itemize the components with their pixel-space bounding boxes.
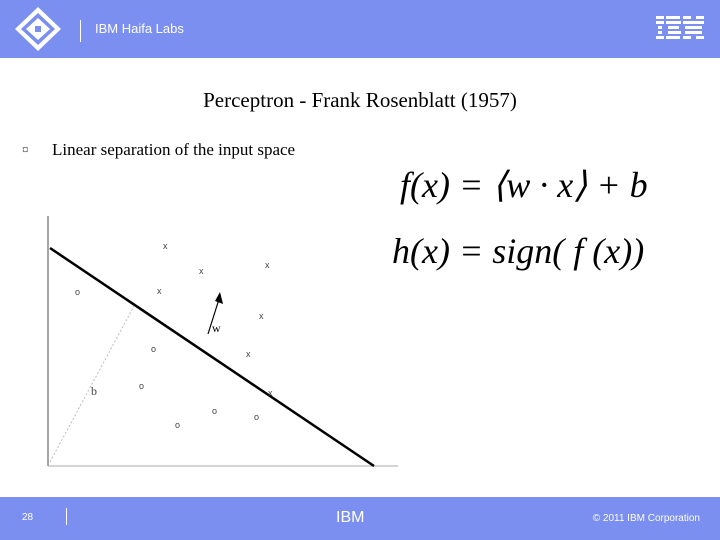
ibm-logo-icon xyxy=(656,14,706,42)
point-x: x xyxy=(157,286,162,296)
formula-f: f(x) = ⟨w · x⟩ + b xyxy=(400,165,648,205)
slide-title: Perceptron - Frank Rosenblatt (1957) xyxy=(203,88,517,112)
footer-bar xyxy=(0,497,720,540)
bullet-text: Linear separation of the input space xyxy=(52,140,296,159)
point-x: x xyxy=(199,266,204,276)
point-x: x xyxy=(265,260,270,270)
point-o: o xyxy=(175,420,181,430)
weight-arrowhead xyxy=(215,292,223,304)
header-bar xyxy=(0,0,720,58)
ibm-research-diamond-icon xyxy=(14,6,62,52)
diamond-bullet-icon: ¤ xyxy=(22,142,29,157)
point-x: x xyxy=(163,241,168,251)
weight-label: w xyxy=(212,321,221,335)
footer-divider xyxy=(66,508,67,525)
point-x: x xyxy=(246,349,251,359)
copyright-text: © 2011 IBM Corporation xyxy=(592,513,700,524)
separation-plot xyxy=(38,210,400,472)
point-o: o xyxy=(139,381,145,391)
header-divider xyxy=(80,20,81,42)
org-name: IBM Haifa Labs xyxy=(95,21,184,36)
point-o: o xyxy=(75,287,81,297)
point-o: o xyxy=(212,406,218,416)
point-x: x xyxy=(259,311,264,321)
formula-h: h(x) = sign( f (x)) xyxy=(392,231,645,271)
point-o: o xyxy=(254,412,260,422)
page-number: 28 xyxy=(22,512,34,523)
point-o: o xyxy=(151,344,157,354)
separating-hyperplane xyxy=(50,248,374,466)
bullet-item xyxy=(22,140,295,160)
bias-label: b xyxy=(91,384,97,398)
point-x: x xyxy=(268,388,273,398)
footer-brand: IBM xyxy=(336,509,365,526)
